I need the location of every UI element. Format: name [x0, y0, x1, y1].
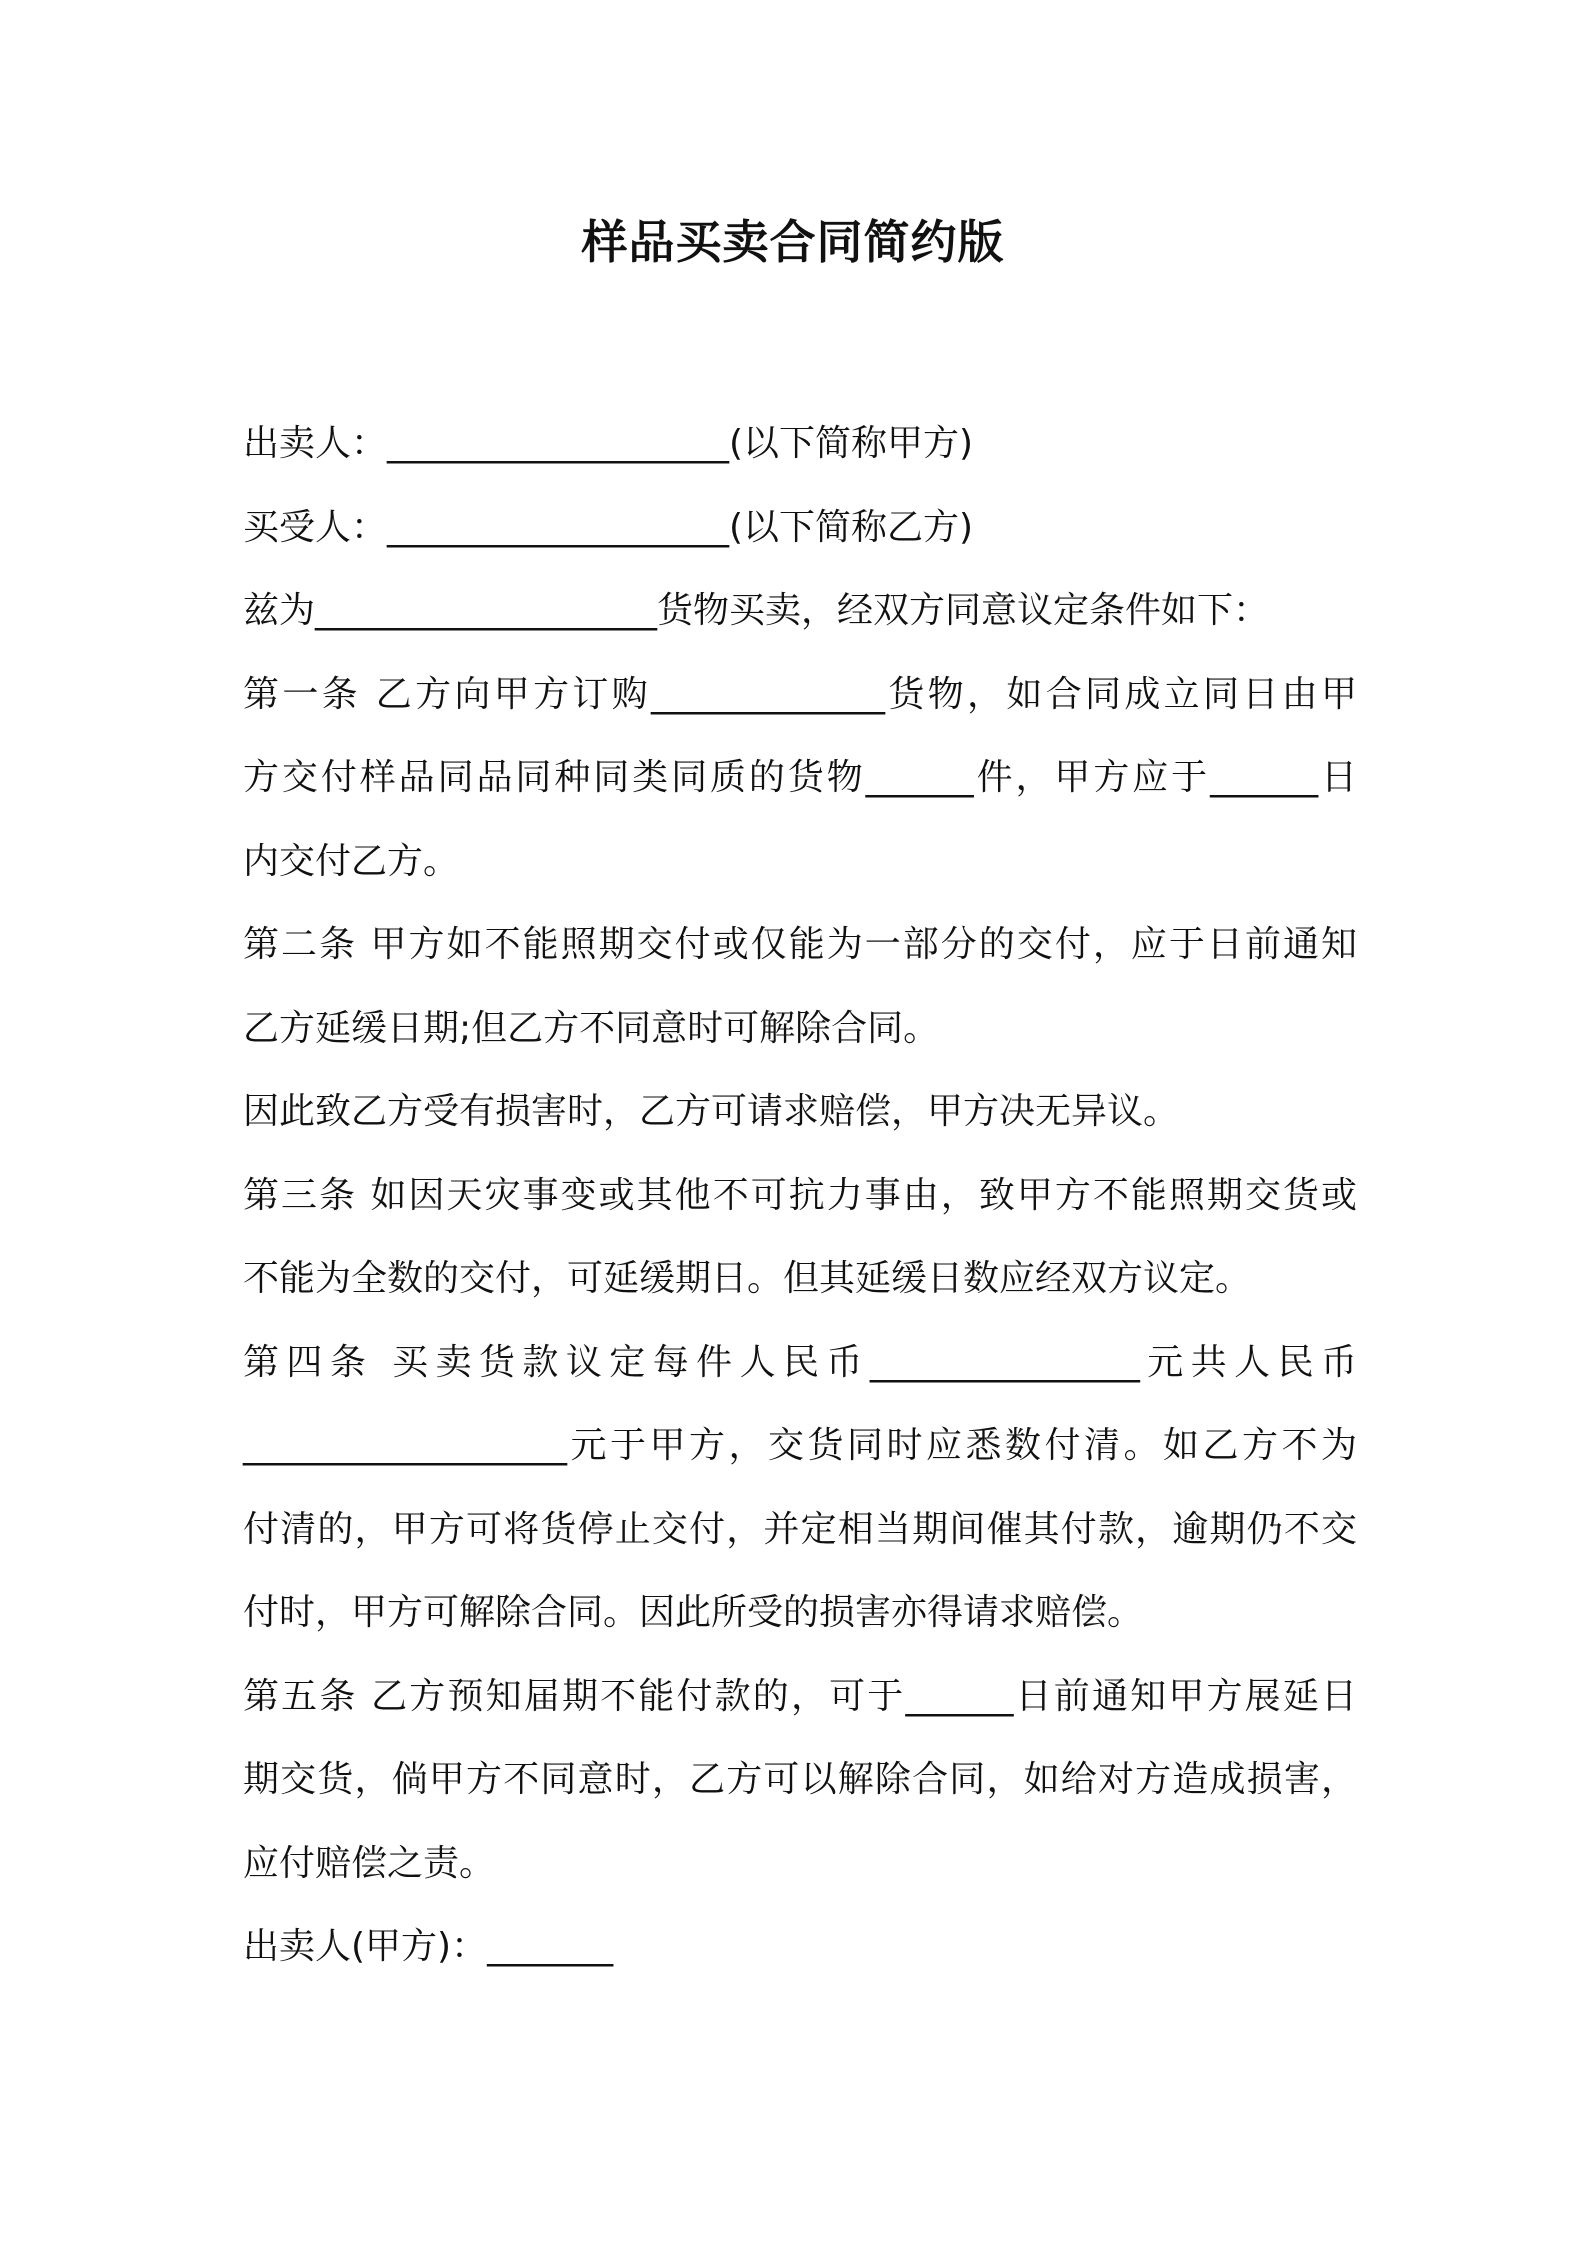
article-5-line-1: 第五条 乙方预知届期不能付款的，可于______日前通知甲方展延日 [243, 1675, 1357, 1717]
article-1-line-1: 第一条 乙方向甲方订购_____________货物，如合同成立同日由甲 [243, 673, 1357, 715]
article-2-line-3: 因此致乙方受有损害时，乙方可请求赔偿，甲方决无异议。 [243, 1091, 1180, 1132]
buyer-line: 买受人：___________________(以下简称乙方) [243, 506, 974, 548]
document-title: 样品买卖合同简约版 [581, 215, 1005, 269]
article-1-line-3: 内交付乙方。 [243, 840, 460, 882]
intro-line: 兹为___________________货物买卖，经双方同意议定条件如下： [243, 590, 1270, 631]
article-2-line-1: 第二条 甲方如不能照期交付或仅能为一部分的交付，应于日前通知 [243, 924, 1357, 965]
article-4-line-3: 付清的，甲方可将货停止交付，并定相当期间催其付款，逾期仍不交 [243, 1508, 1357, 1550]
seller-line: 出卖人：___________________(以下简称甲方) [243, 423, 974, 464]
article-3-line-1: 第三条 如因天灾事变或其他不可抗力事由，致甲方不能照期交货或 [243, 1174, 1357, 1216]
article-4-line-4: 付时，甲方可解除合同。因此所受的损害亦得请求赔偿。 [243, 1592, 1144, 1633]
article-2-line-2: 乙方延缓日期;但乙方不同意时可解除合同。 [243, 1007, 940, 1049]
contract-body [243, 402, 1357, 1989]
article-3-line-2: 不能为全数的交付，可延缓期日。但其延缓日数应经双方议定。 [243, 1258, 1252, 1299]
seller-signature-line: 出卖人(甲方)：_______ [243, 1926, 614, 1967]
article-4-line-2: __________________元于甲方，交货同时应悉数付清。如乙方不为 [243, 1425, 1357, 1466]
article-5-line-3: 应付赔偿之责。 [243, 1842, 496, 1884]
article-4-line-1: 第四条 买卖货款议定每件人民币_______________元共人民币 [243, 1341, 1357, 1383]
article-1-line-2: 方交付样品同品同种同类同质的货物______件，甲方应于______日 [243, 757, 1357, 798]
article-5-line-2: 期交货，倘甲方不同意时，乙方可以解除合同，如给对方造成损害， [243, 1759, 1357, 1800]
